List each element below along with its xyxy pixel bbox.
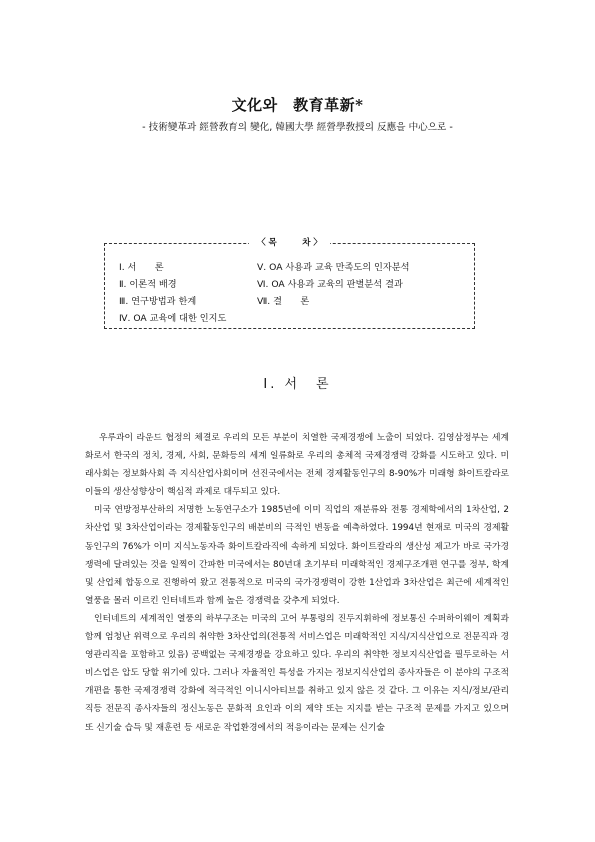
toc-item: Ⅰ. 서 론 [119,262,164,273]
toc-heading [105,237,474,249]
toc-item: Ⅶ. 결 론 [257,296,310,307]
toc-heading-label: 〈 목 차 〉 [249,238,330,248]
toc-item: Ⅱ. 이론적 배경 [119,279,177,290]
section-heading: Ⅰ. 서 론 [263,377,332,392]
paper-subtitle: - 技術變革과 經營敎育의 變化, 韓國大學 經營學敎授의 反應을 中心으로 - [142,122,453,133]
toc-item: Ⅵ. OA 사용과 교육의 판별분석 결과 [257,279,403,290]
toc-item: Ⅲ. 연구방법과 한계 [119,296,197,307]
body-paragraph: 인터네트의 세계적인 열풍의 하부구조는 미국의 고어 부통령의 진두지휘하에 정보통신 수퍼하이웨이 계획과 함께 엄청난 위력으로 우리의 취약한 3차산업의(전통적 서비스업은 미래학적인 지식/지식산업으로 전문직과 경영관리직을 포함하고 있음) 공백없는 국제경쟁을 강요하고 있다. 우리의 취약한 정보지식산업을 필두로하는 서비스업은 압도 당할 위기에 있다. 그러나 자율적인 특성을 가지는 정보지식산업의 종사자들은 이 분야의 구조적 개편을 통한 국제경쟁력 강화에 적극적인 이니시아티브를 취하고 있지 않은 것 같다. 그 이유는 지식/정보/관리직등 전문직 종사자들의 정신노동은 문화적 요인과 이의 제약 또는 지지를 받는 구조적 문제를 가지고 있으며 또 신기술 습득 및 재훈련 등 새로운 작업환경에서의 적응이라는 문제는 신기술 [85,613,509,733]
toc-item: Ⅳ. OA 교육에 대한 인지도 [119,313,227,324]
body-paragraph: 우루과이 라운드 협정의 체결로 우리의 모든 부분이 치열한 국제경쟁에 노출이 되었다. 김영삼정부는 세계화로서 한국의 정치, 경제, 사회, 문화등의 세계 일류화로 우리의 총체적 국제경쟁력 강화를 시도하고 있다. 미래사회는 정보화사회 즉 지식산업사회이며 선진국에서는 전체 경제활동인구의 8-90%가 미래형 화이트칼라로 이들의 생산성향상이 핵심적 과제로 대두되고 있다. [85,433,509,498]
toc-item: Ⅴ. OA 사용과 교육 만족도의 인자분석 [257,262,410,273]
body-paragraph: 미국 연방정부산하의 저명한 노동연구소가 1985년에 이미 직업의 재분류와 전통 경제학에서의 1차산업, 2차산업 및 3차산업이라는 경제활동인구의 배분비의 극적인 변동을 예측하였다. 1994년 현재로 미국의 경제활동인구의 76%가 이미 지식노동자즉 화이트칼라직에 속하게 되었다. 화이트칼라의 생산성 제고가 바로 국가경쟁력에 달려있는 것을 일찍이 간파한 미국에서는 80년대 초기부터 미래학적인 경제구조개편 연구를 정부, 학계 및 산업체 합동으로 진행하여 왔고 전통적으로 미국의 국가경쟁력이 강한 1산업과 3차산업은 최근에 세계적인 열풍을 몰러 이르킨 인터네트과 함께 높은 경쟁력을 갖추게 되었다. [85,505,509,606]
body-text [85,429,509,737]
toc-left-column [119,259,226,327]
table-of-contents [104,238,475,329]
toc-right-column [257,259,410,310]
paper-title: 文化와 教育革新* [231,96,364,114]
